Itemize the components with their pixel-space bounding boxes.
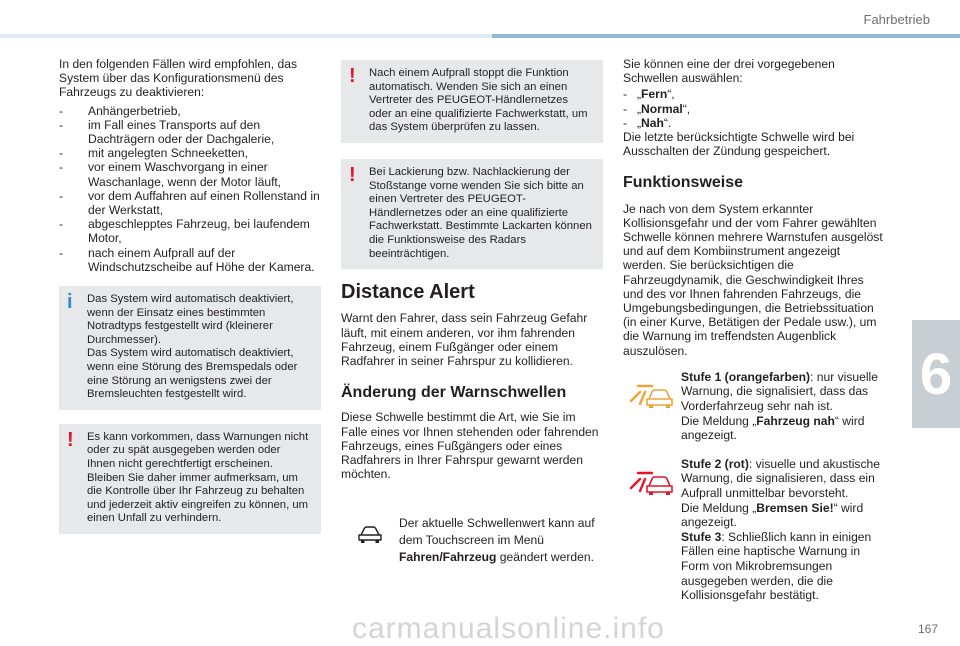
touchscreen-instruction	[341, 515, 603, 566]
warning-note-crash	[341, 60, 603, 143]
touchscreen-text-post: geändert werden.	[496, 550, 594, 565]
list-item: - nach einem Aufprall auf der Windschutzscheibe auf Höhe der Kamera.	[59, 246, 321, 274]
touchscreen-text-pre: Der aktuelle Schwellenwert kann auf dem Touchscreen im Menü	[399, 516, 595, 548]
stage-3-label: Stufe 3	[681, 529, 722, 544]
stage-1-label: Stufe 1 (orangefarben)	[681, 369, 811, 384]
list-item: - Anhängerbetrieb,	[59, 104, 321, 118]
deactivate-intro: In den folgenden Fällen wird empfohlen, das System über das Konfigurationsmenü des Fahrzeugs zu deaktivieren:	[59, 57, 298, 100]
warning-note-text: Es kann vorkommen, dass Warnungen nicht oder zu spät ausgegeben werden oder Ihnen nicht gerechtfertigt erscheinen. Bleiben Sie daher immer aufmerksam, um die Kontrolle über Ihr Fahrzeug zu behalten und jederzeit aktiv eingreifen zu können, um einen Unfall zu verhindern.	[87, 430, 309, 525]
chapter-number: 6	[919, 341, 953, 407]
threshold-choice-intro: Sie können eine der drei vorgegebenen Schwellen auswählen:	[623, 57, 835, 86]
warning-exclamation-icon: !	[349, 65, 356, 87]
header-bar-light	[0, 34, 492, 38]
column-1	[59, 57, 321, 534]
warning-note-paint	[341, 159, 603, 269]
watermark: carmanualsonline.info	[352, 612, 665, 645]
touchscreen-text	[399, 515, 603, 566]
stage-1-text	[681, 370, 885, 443]
stage-2-description: : visuelle und akustische Warnung, die signalisieren, dass ein Aufprall unmittelbar bevorsteht.	[681, 456, 880, 501]
warning-paint-text: Bei Lackierung bzw. Nachlackierung der Stoßstange vorne wenden Sie sich bitte an einen Vertreter des PEUGEOT-Händlernetzes oder an eine qualifizierte Fachwerkstatt. Bestimmte Lackarten können die Funktionsweise des Radars beeinträchtigen.	[369, 165, 592, 260]
info-note-text-1: Das System wird automatisch deaktiviert, wenn der Einsatz eines bestimmten Notradtyps festgestellt wird (kleinerer Durchmesser).	[87, 293, 294, 346]
vehicle-settings-icon	[341, 515, 399, 545]
header-bar-accent	[492, 34, 960, 38]
collision-warning-orange-icon	[623, 370, 681, 418]
distance-alert-description: Warnt den Fahrer, dass sein Fahrzeug Gefahr läuft, mit einem anderen, vor ihm fahrenden Fahrzeug, einem Fußgänger oder einem Radfahrer in seiner Fahrspur zu kollidieren.	[341, 311, 588, 368]
column-2	[341, 60, 603, 566]
threshold-saved-note: Die letzte berücksichtigte Schwelle wird bei Ausschalten der Zündung gespeichert.	[623, 130, 855, 159]
list-item: - abgeschlepptes Fahrzeug, bei laufendem Motor,	[59, 217, 321, 245]
threshold-option-label: Nah	[641, 115, 664, 130]
info-note	[59, 286, 321, 410]
stage-1-message: Fahrzeug nah	[756, 413, 835, 428]
stage-2-message-pre: Die Meldung „	[681, 500, 757, 515]
stage-2-message: Bremsen Sie!	[756, 500, 834, 515]
info-icon: i	[67, 291, 73, 314]
warning-crash-text: Nach einem Aufprall stoppt die Funktion automatisch. Wenden Sie sich an einen Vertreter des PEUGEOT-Händlernetzes oder an eine qualifizierte Fachwerkstatt, um das System überprüfen zu lassen.	[369, 67, 588, 134]
section-title: Fahrbetrieb	[863, 12, 930, 27]
stage-2-message-post: “ wird angezeigt.	[681, 500, 864, 530]
list-item: - mit angelegten Schneeketten,	[59, 146, 321, 160]
column-3	[623, 57, 885, 603]
threshold-option-label: Fern	[641, 87, 668, 102]
stage-2-label: Stufe 2 (rot)	[681, 456, 749, 471]
threshold-option-near: - „Nah“.	[623, 116, 885, 130]
threshold-option-far: - „Fern“,	[623, 87, 885, 101]
stage-2-text	[681, 457, 885, 603]
deactivate-case-list	[59, 104, 321, 274]
info-note-text-2: Das System wird automatisch deaktiviert, wenn eine Störung des Bremspedals oder eine Störung an wenigstens zwei der Bremsleuchten festgestellt wird.	[87, 347, 298, 401]
stage-2-row	[623, 457, 885, 603]
warning-exclamation-icon: !	[67, 428, 74, 451]
threshold-options-list	[623, 87, 885, 130]
section-heading-distance-alert: Distance Alert	[341, 281, 475, 304]
operation-description: Je nach von dem System erkannter Kollisionsgefahr und der vom Fahrer gewählten Schwelle können mehrere Warnstufen ausgelöst und auf dem Kombiinstrument angezeigt werden. Sie berücksichtigen die Fahrzeugdynamik, die Geschwindigkeit Ihres und des vor Ihnen fahrenden Fahrzeugs, die Umgebungsbedingungen, die Betriebssituation (in einer Kurve, Betätigen der Pedale usw.), um die Warnung im treffendsten Augenblick auszulösen.	[623, 201, 883, 358]
subheading-operation: Funktionsweise	[623, 174, 744, 192]
threshold-option-label: Normal	[641, 101, 683, 116]
list-item: - vor dem Auffahren auf einen Rollenstand in der Werkstatt,	[59, 189, 321, 217]
threshold-option-normal: - „Normal“,	[623, 102, 885, 116]
threshold-description: Diese Schwelle bestimmt die Art, wie Sie im Falle eines vor Ihnen stehenden oder fahrenden Fahrzeugs, eines Fußgängers oder eines Radfahrers in Ihrer Fahrspur gewarnt werden möchten.	[341, 410, 599, 482]
stage-1-row	[623, 370, 885, 443]
stage-3-description: : Schließlich kann in einigen Fällen eine haptische Warnung in Form von Mikrobremsungen ausgegeben werden, die die Kollisionsgefahr bestätigt.	[681, 529, 872, 603]
warning-note-attention	[59, 424, 321, 534]
page-number: 167	[917, 622, 938, 636]
touchscreen-menu-path: Fahren/Fahrzeug	[399, 550, 497, 565]
list-item: - im Fall eines Transports auf den Dachträgern oder der Dachgalerie,	[59, 118, 321, 146]
chapter-tab	[912, 320, 960, 428]
list-item: - vor einem Waschvorgang in einer Waschanlage, wenn der Motor läuft,	[59, 160, 321, 188]
subheading-threshold-change: Änderung der Warnschwellen	[341, 384, 567, 402]
stage-1-message-post: “ wird angezeigt.	[681, 413, 865, 443]
collision-warning-red-icon	[623, 457, 681, 505]
stage-1-message-pre: Die Meldung „	[681, 413, 757, 428]
warning-exclamation-icon: !	[349, 163, 356, 186]
stage-1-description: : nur visuelle Warnung, die signalisiert, dass das Vorderfahrzeug sehr nah ist.	[681, 369, 878, 414]
